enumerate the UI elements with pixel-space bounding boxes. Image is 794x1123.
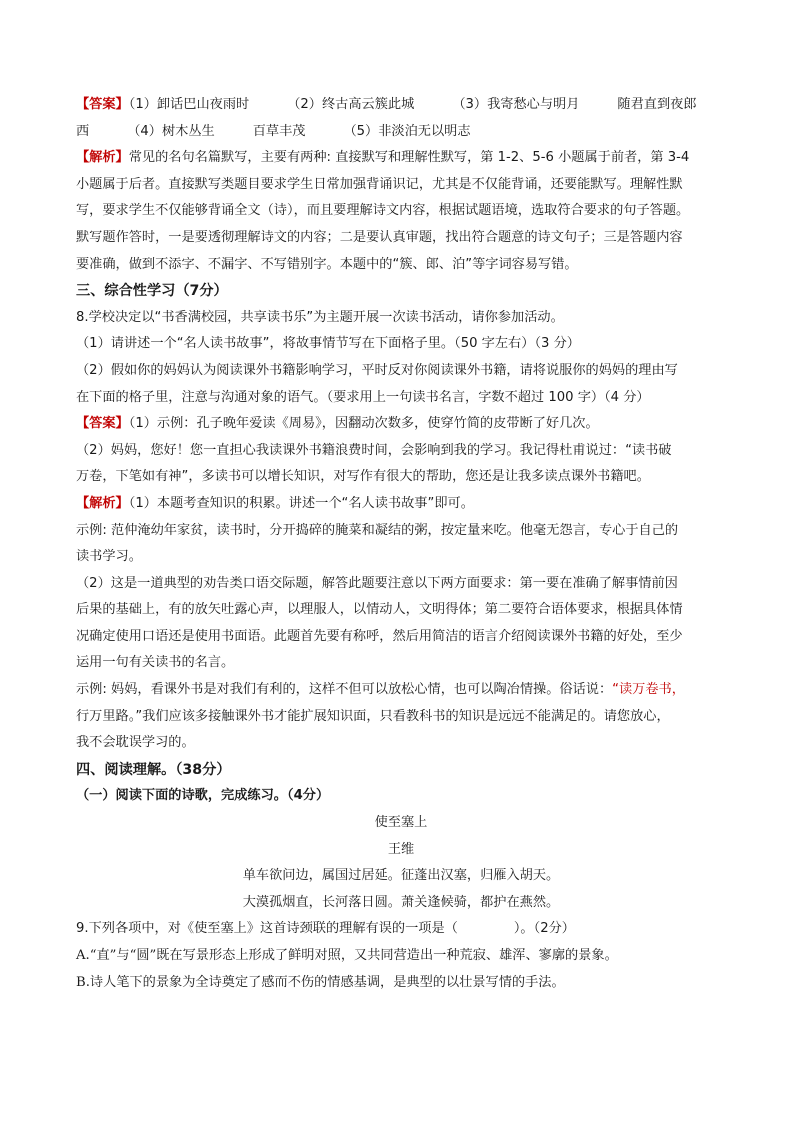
answer-8-2-line-2: 万卷，下笔如有神”，多读书可以增长知识，对写作有很大的帮助，您还是让我多读点课外书籍吧。 [76, 469, 650, 485]
analysis-tag: 【解析】 [76, 150, 129, 166]
analysis-line-1: 【解析】常见的名句名篇默写，主要有两种: 直接默写和理解性默写，第 1-2、5-6 小题属于前者，第 3-4 [76, 150, 690, 166]
answer-tag: 【答案】 [76, 97, 129, 112]
analysis-8-2-line-4: 运用一句有关读书的名言。 [76, 655, 235, 671]
section-4-title: 四、阅读理解。（38分） [76, 761, 231, 778]
section-3-title: 三、综合性学习（7分） [76, 283, 228, 300]
analysis-8-2-line-1: （2）这是一道典型的劝告类口语交际题，解答此题要注意以下两方面要求：第一要在准确了解事情前因 [76, 575, 678, 591]
question-8-2-line-2: 在下面的格子里，注意与沟通对象的语气。（要求用上一句读书名言，字数不超过 100 字）（4 分） [76, 389, 650, 405]
answer-8-1: 【答案】（1）示例：孔子晚年爱读《周易》，因翻动次数多，使穿竹简的皮带断了好几次。 [76, 416, 599, 432]
quote-text: “读万卷书， [612, 682, 685, 698]
question-8-2-line-1: （2）假如你的妈妈认为阅读课外书籍影响学习，平时反对你阅读课外书籍，请将说服你的妈妈的理由写 [76, 362, 678, 378]
answer-item-5: （4）树木丛生 [127, 123, 215, 139]
answer-item-3: （3）我寄愁心与明月 [452, 97, 580, 112]
analysis-8-2-line-2: 后果的基础上，有的放矢吐露心声，以理服人，以情动人，文明得体；第二要符合语体要求，根据具体情 [76, 602, 683, 618]
option-b: B.诗人笔下的景象为全诗奠定了感而不伤的情感基调，是典型的以壮景写情的手法。 [76, 974, 565, 990]
answer-item-cont: 西 [76, 123, 90, 139]
poem-author: 王维 [387, 841, 415, 857]
poem-line-1: 单车欲问边，属国过居延。征蓬出汉塞，归雁入胡天。 [242, 868, 560, 884]
example-2-line-2: 行万里路。”我们应该多接触课外书才能扩展知识面，只看教科书的知识是远远不能满足的。请您放心， [76, 708, 670, 724]
example-1-line-1: 示例: 范仲淹幼年家贫，读书时，分开捣碎的腌菜和凝结的粥，按定量来吃。他毫无怨言，专心于自己的 [76, 522, 679, 538]
analysis-8-2-line-3: 况确定使用口语还是使用书面语。此题首先要有称呼，然后用简洁的语言介绍阅读课外书籍的好处，至少 [76, 628, 683, 644]
analysis-line-5: 要准确，做到不添字、不漏字、不写错别字。本题中的“簇、郎、泊”等字词容易写错。 [76, 256, 578, 272]
example-1-line-2: 读书学习。 [76, 549, 142, 565]
answer-tag: 【答案】 [76, 416, 129, 432]
answer-line-1 [76, 92, 726, 119]
answer-item-4: 随君直到夜郎 [617, 97, 697, 112]
example-2-line-1: 示例: 妈妈，看课外书是对我们有利的，这样不但可以放松心情，也可以陶冶情操。俗话说：“读万卷书， [76, 682, 685, 698]
question-9: 9.下列各项中，对《使至塞上》这首诗颈联的理解有误的一项是（ ）。（2分） [76, 921, 575, 937]
option-a: A.“直”与“圆”既在写景形态上形成了鲜明对照，又共同营造出一种荒寂、雄浑、寥廓的景象。 [76, 948, 618, 963]
analysis-line-2: 小题属于后者。直接默写类题目要求学生日常加强背诵识记，尤其是不仅能背诵，还要能默写。理解性默 [76, 176, 683, 192]
answer-item-1: （1）卸话巴山夜雨时 [128, 97, 250, 112]
answer-item-6: 百草丰茂 [252, 123, 306, 139]
analysis-8-1: 【解析】（1）本题考查知识的积累。讲述一个“名人读书故事”即可。 [76, 495, 474, 511]
answer-line-2 [76, 119, 726, 146]
answer-item-7: （5）非淡泊无以明志 [343, 123, 471, 139]
subsection-1-title: （一）阅读下面的诗歌，完成练习。（4分） [76, 788, 330, 804]
poem-title: 使至塞上 [374, 815, 428, 831]
poem-line-2: 大漠孤烟直，长河落日圆。萧关逢候骑，都护在燕然。 [242, 894, 560, 910]
question-8: 8.学校决定以“书香满校园，共享读书乐”为主题开展一次读书活动，请你参加活动。 [76, 309, 564, 325]
analysis-line-4: 默写题作答时，一是要透彻理解诗文的内容；二是要认真审题，找出符合题意的诗文句子；三是答题内容 [76, 229, 683, 245]
question-8-1: （1）请讲述一个“名人读书故事”，将故事情节写在下面格子里。（50 字左右）（3 分） [76, 336, 580, 352]
answer-item-2: （2）终古高云簇此城 [287, 97, 415, 112]
example-2-line-3: 我不会耽误学习的。 [76, 735, 195, 751]
analysis-tag: 【解析】 [76, 495, 129, 511]
document-content [76, 92, 726, 996]
answer-8-2-line-1: （2）妈妈，您好！您一直担心我读课外书籍浪费时间，会影响到我的学习。我记得杜甫说过：“读书破 [76, 442, 672, 458]
analysis-line-3: 写，要求学生不仅能够背诵全文（诗），而且要理解诗文内容，根据试题语境，选取符合要求的句子答题。 [76, 203, 690, 219]
